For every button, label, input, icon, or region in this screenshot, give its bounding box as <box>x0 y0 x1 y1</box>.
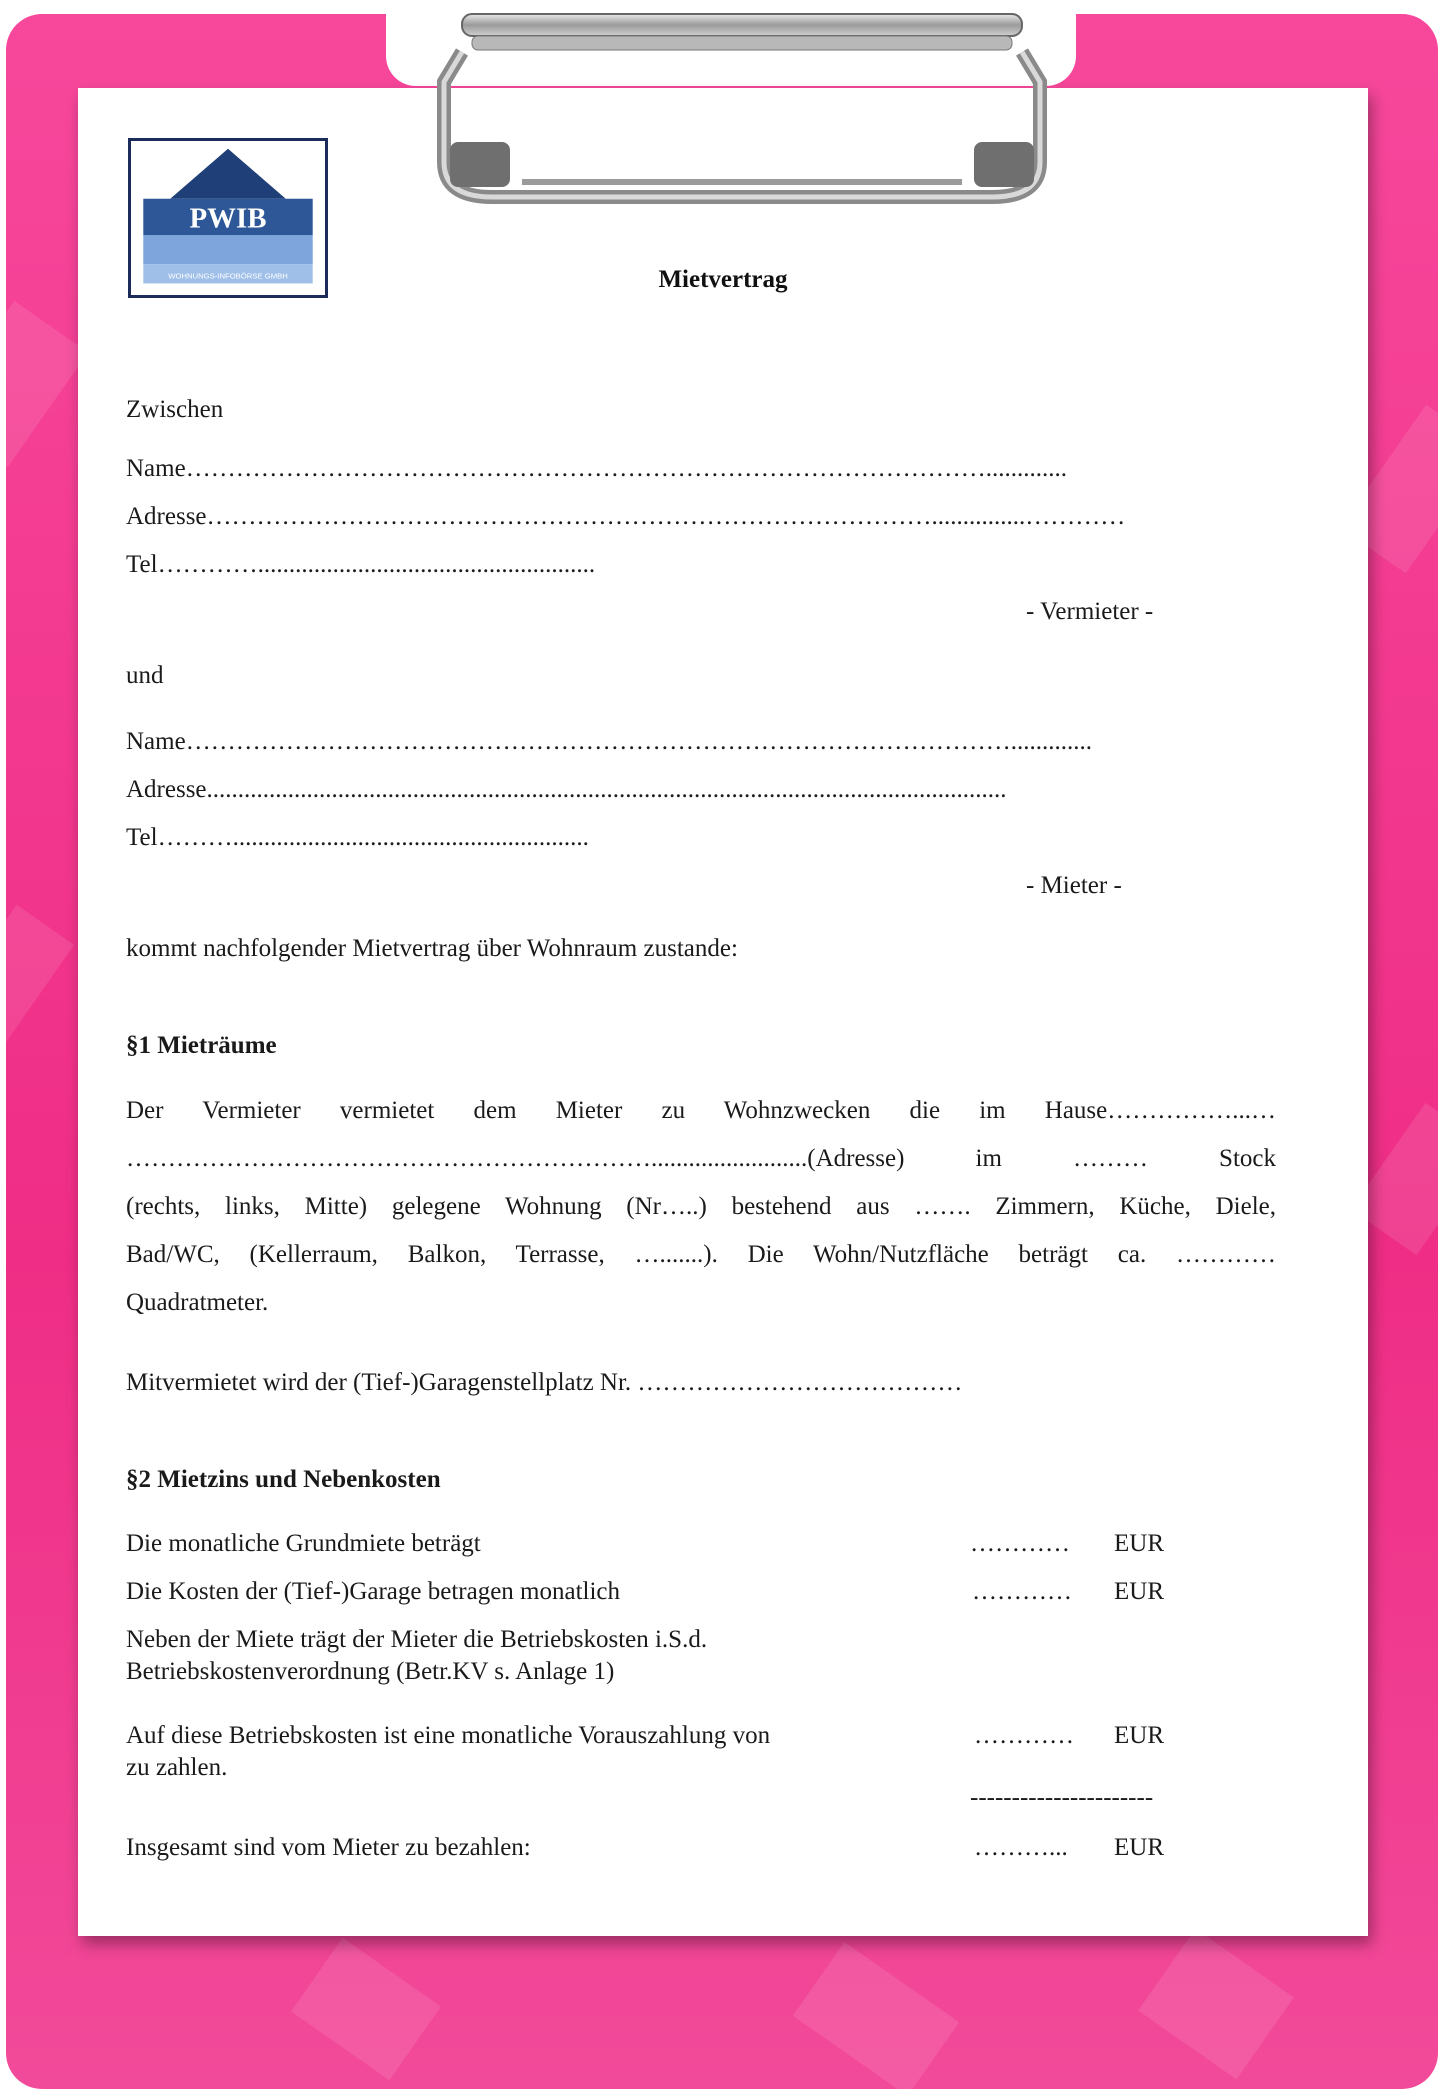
tenant-tel-field[interactable]: Tel………......................................................... <box>126 824 589 851</box>
base-rent-label: Die monatliche Grundmiete beträgt <box>126 1530 481 1557</box>
svg-text:PWIB: PWIB <box>189 202 267 235</box>
intro-text: Zwischen <box>126 396 224 423</box>
contract-sheet <box>78 88 1368 1936</box>
connector-text: und <box>126 662 164 689</box>
section1-heading: §1 Mieträume <box>126 1032 277 1059</box>
total-label: Insgesamt sind vom Mieter zu bezahlen: <box>126 1834 531 1861</box>
total-currency: EUR <box>1114 1834 1164 1861</box>
clipboard-clip <box>432 12 1052 212</box>
section1-line3: (rechts, links, Mitte) gelegene Wohnung (Nr…..) bestehend aus ……. Zimmern, Küche, Diele, <box>126 1193 1276 1220</box>
section1-line4[interactable]: Bad/WC, (Kellerraum, Balkon, Terrasse, ….......). Die Wohn/Nutzfläche beträgt ca. ………… <box>126 1241 1276 1268</box>
total-value[interactable]: ………... <box>974 1834 1068 1861</box>
section2-heading: §2 Mietzins und Nebenkosten <box>126 1466 441 1493</box>
tenant-name-field[interactable]: Name………………………………………………………………………………………............. <box>126 728 1092 755</box>
prepayment-value[interactable]: ………… <box>974 1722 1074 1749</box>
prepayment-line1: Auf diese Betriebskosten ist eine monatliche Vorauszahlung von <box>126 1722 771 1749</box>
tenant-role-label: - Mieter - <box>1026 872 1122 899</box>
base-rent-value[interactable]: ………… <box>970 1530 1070 1557</box>
garage-cost-value[interactable]: ………… <box>972 1578 1072 1605</box>
section1-line1[interactable]: Der Vermieter vermietet dem Mieter zu Wohnzwecken die im Hause……………...… <box>126 1097 1276 1124</box>
operating-costs-line1: Neben der Miete trägt der Mieter die Betriebskosten i.S.d. <box>126 1626 708 1653</box>
landlord-address-field[interactable]: Adresse……………………………………………………………………………...............………… <box>126 503 1126 530</box>
garage-spot-field[interactable]: Mitvermietet wird der (Tief-)Garagenstellplatz Nr. ………………………………… <box>126 1369 963 1396</box>
svg-text:WOHNUNGS-INFOBÖRSE GMBH: WOHNUNGS-INFOBÖRSE GMBH <box>168 271 288 281</box>
operating-costs-line2: Betriebskostenverordnung (Betr.KV s. Anlage 1) <box>126 1658 615 1685</box>
landlord-tel-field[interactable]: Tel…………...................................................... <box>126 551 596 578</box>
landlord-name-field[interactable]: Name……………………………………………………………………………………............. <box>126 455 1067 482</box>
prepayment-currency: EUR <box>1114 1722 1164 1749</box>
landlord-role-label: - Vermieter - <box>1026 598 1154 625</box>
garage-cost-currency: EUR <box>1114 1578 1164 1605</box>
prepayment-line2: zu zahlen. <box>126 1754 228 1781</box>
agreement-sentence: kommt nachfolgender Mietvertrag über Wohnraum zustande: <box>126 935 738 962</box>
sum-separator: ---------------------- <box>970 1784 1154 1811</box>
garage-cost-label: Die Kosten der (Tief-)Garage betragen monatlich <box>126 1578 621 1605</box>
tenant-address-field[interactable]: Adresse................................................................................................................................ <box>126 776 1007 803</box>
document-title: Mietvertrag <box>658 266 788 293</box>
section1-line5: Quadratmeter. <box>126 1289 269 1316</box>
section1-line2[interactable]: ……………………………………………………….........................(Adresse) im ……… Stock <box>126 1145 1276 1172</box>
base-rent-currency: EUR <box>1114 1530 1164 1557</box>
